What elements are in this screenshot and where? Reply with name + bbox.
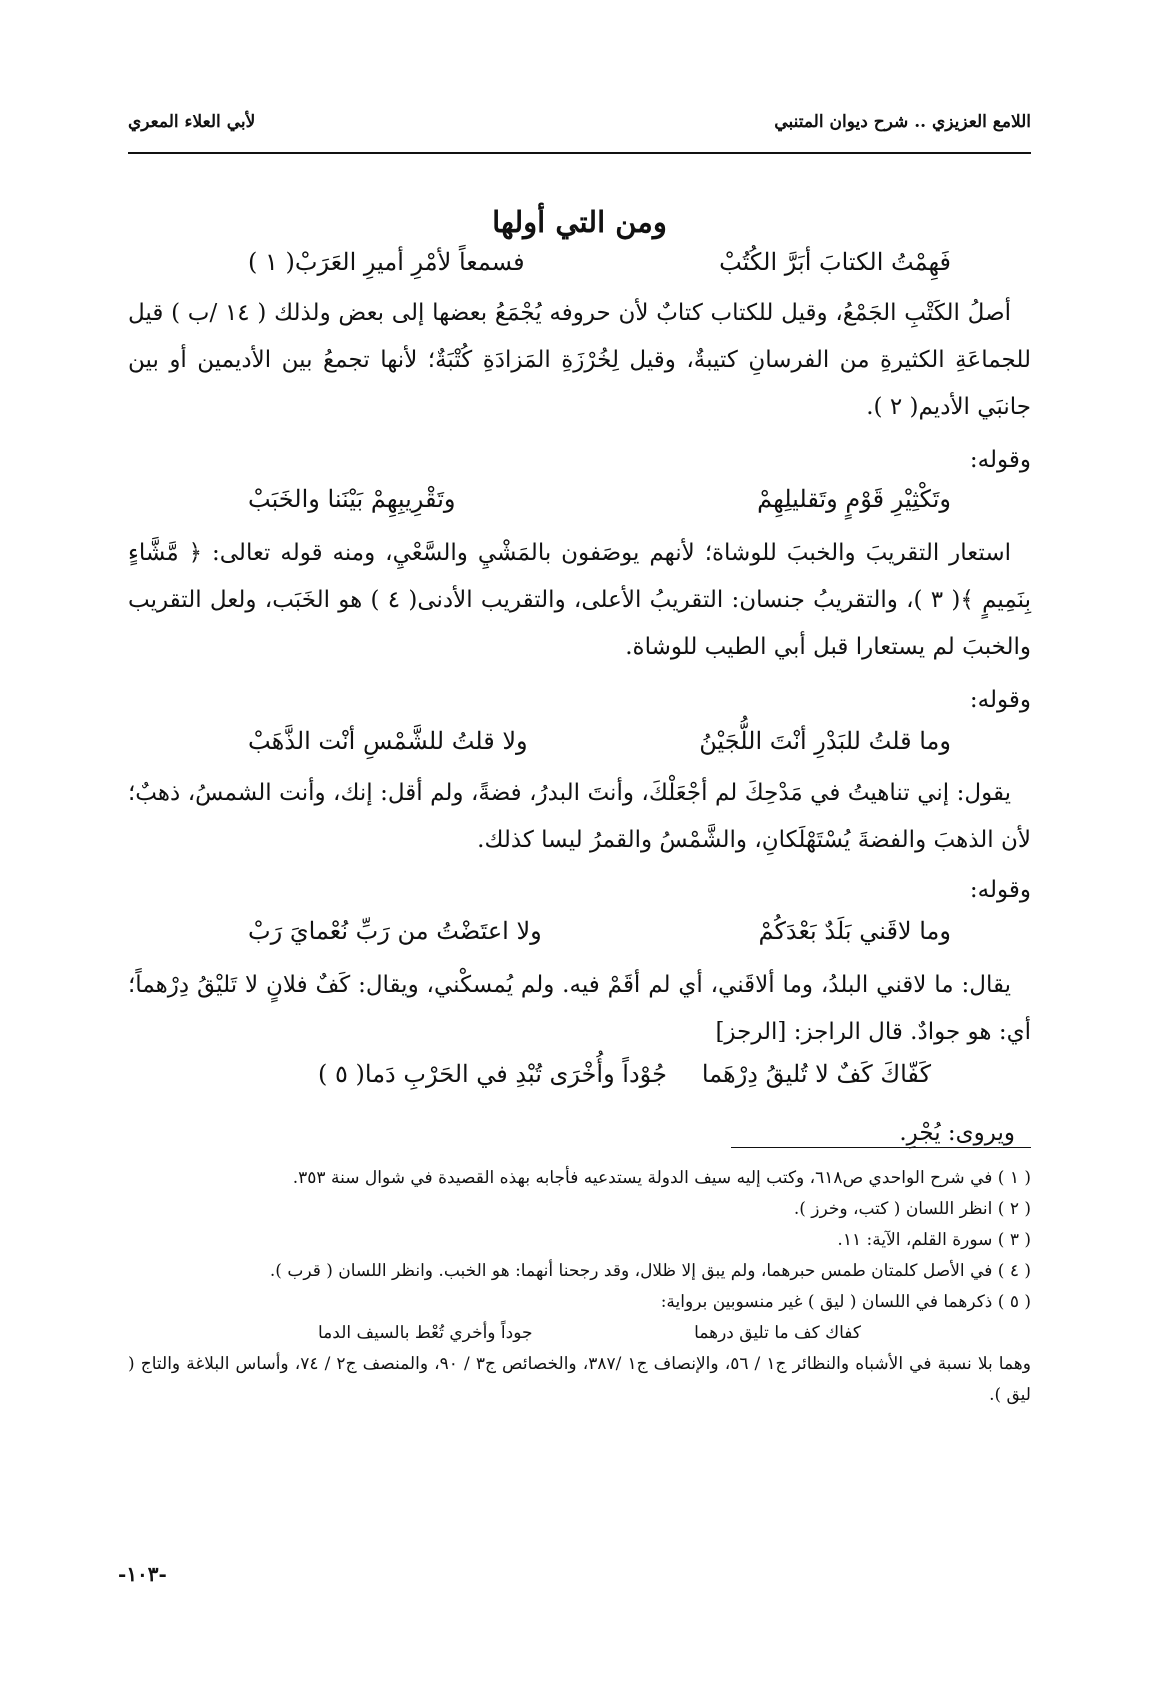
verse-second-hemistich: ولا قلتُ للشَّمْسِ أنْت الذَّهَبْ <box>248 727 528 755</box>
footnotes <box>128 1163 1031 1411</box>
verse-first-hemistich: وما قلتُ للبَدْرِ أنْتَ اللُّجَيْنُ <box>699 727 951 755</box>
verse-1 <box>128 248 1031 288</box>
commentary-paragraph: يقال: ما لاقني البلدُ، وما ألاقَني، أي لم أقَمْ فيه. ولم يُمسكْني، ويقال: كَفٌ فلانٍ لا تَليْقُ دِرْهماً؛ أي: هو جوادٌ. قال الراجز: [الرجز] <box>128 972 1031 1045</box>
footnote-verse-second-hemistich: جوداً وأخري تُعْط بالسيف الدما <box>318 1323 533 1343</box>
footnote-1: ( ١ ) في شرح الواحدي ص٦١٨، وكتب إليه سيف الدولة يستدعيه فأجابه بهذه القصيدة في شوال سنة ٣٥٣. <box>292 1168 1031 1188</box>
footnote-5: ( ٥ ) ذكرهما في اللسان ( ليق ) غير منسوبين برواية: <box>660 1292 1031 1312</box>
footnote-verse-first-hemistich: كفاك كف ما تليق درهما <box>694 1323 861 1343</box>
verse-first-hemistich: وتَكْثِيْرِ قَوْمٍ وتَقليلِهِمْ <box>757 485 951 513</box>
page-number: -١٠٣- <box>118 1562 167 1586</box>
rajaz-verse <box>128 1060 1031 1100</box>
verse-second-hemistich: ولا اعتَضْتُ من رَبِّ نُعْمايَ رَبْ <box>248 917 542 945</box>
verse-first-hemistich: فَهِمْتُ الكتابَ أبَرَّ الكُتُبْ <box>719 248 951 276</box>
verse-second-hemistich: جُوْداً وأُخْرَى تُبْدِ في الحَرْبِ دَما( ٥ ) <box>318 1060 667 1088</box>
footnote-5-verse <box>128 1318 1031 1349</box>
verse-2 <box>128 485 1031 525</box>
verse-first-hemistich: وما لاقَني بَلَدٌ بَعْدَكُمْ <box>758 917 951 945</box>
footnote-4: ( ٤ ) في الأصل كلمتان طمس حبرهما، ولم يبق إلا ظلال، وقد رجحنا أنهما: هو الخبب. وانظر اللسان ( قرب ). <box>269 1261 1031 1281</box>
verse-second-hemistich: فسمعاً لأمْرِ أميرِ العَرَبْ( ١ ) <box>248 248 525 276</box>
verse-first-hemistich: كَفّاكَ كَفٌ لا تُليقُ دِرْهَما <box>701 1060 931 1088</box>
quote-intro: وقوله: <box>969 877 1031 903</box>
quote-intro: وقوله: <box>969 687 1031 713</box>
header-divider <box>128 152 1031 154</box>
verse-3 <box>128 727 1031 767</box>
commentary-paragraph: أصلُ الكَتْبِ الجَمْعُ، وقيل للكتاب كتابٌ لأن حروفه يُجْمَعُ بعضها إلى بعض ولذلك ( ١٤ /ب ) قيل للجماعَةِ الكثيرةِ من الفرسانِ كتيبةٌ، وقيل لِخُرْزَةِ المَزادَةِ كُتْبَةٌ؛ لأنها تجمعُ بين الأديمين أو بين جانبَي الأديم( ٢ ). <box>128 300 1031 420</box>
commentary-paragraph: استعار التقريبَ والخببَ للوشاة؛ لأنهم يوصَفون بالمَشْيِ والسَّعْيِ، ومنه قوله تعالى: ﴿ مَّشَّاءٍ بِنَمِيمٍ ﴾( ٣ )، والتقريبُ جنسان: التقريبُ الأعلى، والتقريب الأدنى( ٤ ) هو الخَبَب، ولعل التقريب والخببَ لم يستعارا قبل أبي الطيب للوشاة. <box>128 540 1031 660</box>
book-title: اللامع العزيزي .. شرح ديوان المتنبي <box>774 112 1031 132</box>
author-name: لأبي العلاء المعري <box>128 112 256 132</box>
verse-second-hemistich: وتَقْرِيبِهِمْ بَيْنَنا والخَبَبْ <box>248 485 456 513</box>
footnote-3: ( ٣ ) سورة القلم، الآية: ١١. <box>837 1230 1031 1250</box>
footnote-5-sources: وهما بلا نسبة في الأشباه والنظائر ج١ / ٥٦، والإنصاف ج١ /٣٨٧، والخصائص ج٣ / ٩٠، والمنصف ج٢ / ٧٤، وأساس البلاغة والتاج ( ليق ). <box>128 1354 1031 1405</box>
commentary-paragraph: يقول: إني تناهيتُ في مَدْحِكَ لم أجْعَلْكَ، وأنتَ البدرُ، فضةً، ولم أقل: إنك، وأنت الشمسُ، ذهبٌ؛ لأن الذهبَ والفضةَ يُسْتَهْلَكانِ، والشَّمْسُ والقمرُ ليسا كذلك. <box>128 780 1031 853</box>
running-header <box>128 112 1031 142</box>
section-title: ومن التي أولها <box>492 205 667 239</box>
footnote-2: ( ٢ ) انظر اللسان ( كتب، وخرز ). <box>793 1199 1031 1219</box>
verse-4 <box>128 917 1031 957</box>
variant-reading: ويروى: يُجْرِ. <box>899 1120 1015 1146</box>
quote-intro: وقوله: <box>969 447 1031 473</box>
footnote-separator <box>731 1147 1031 1148</box>
